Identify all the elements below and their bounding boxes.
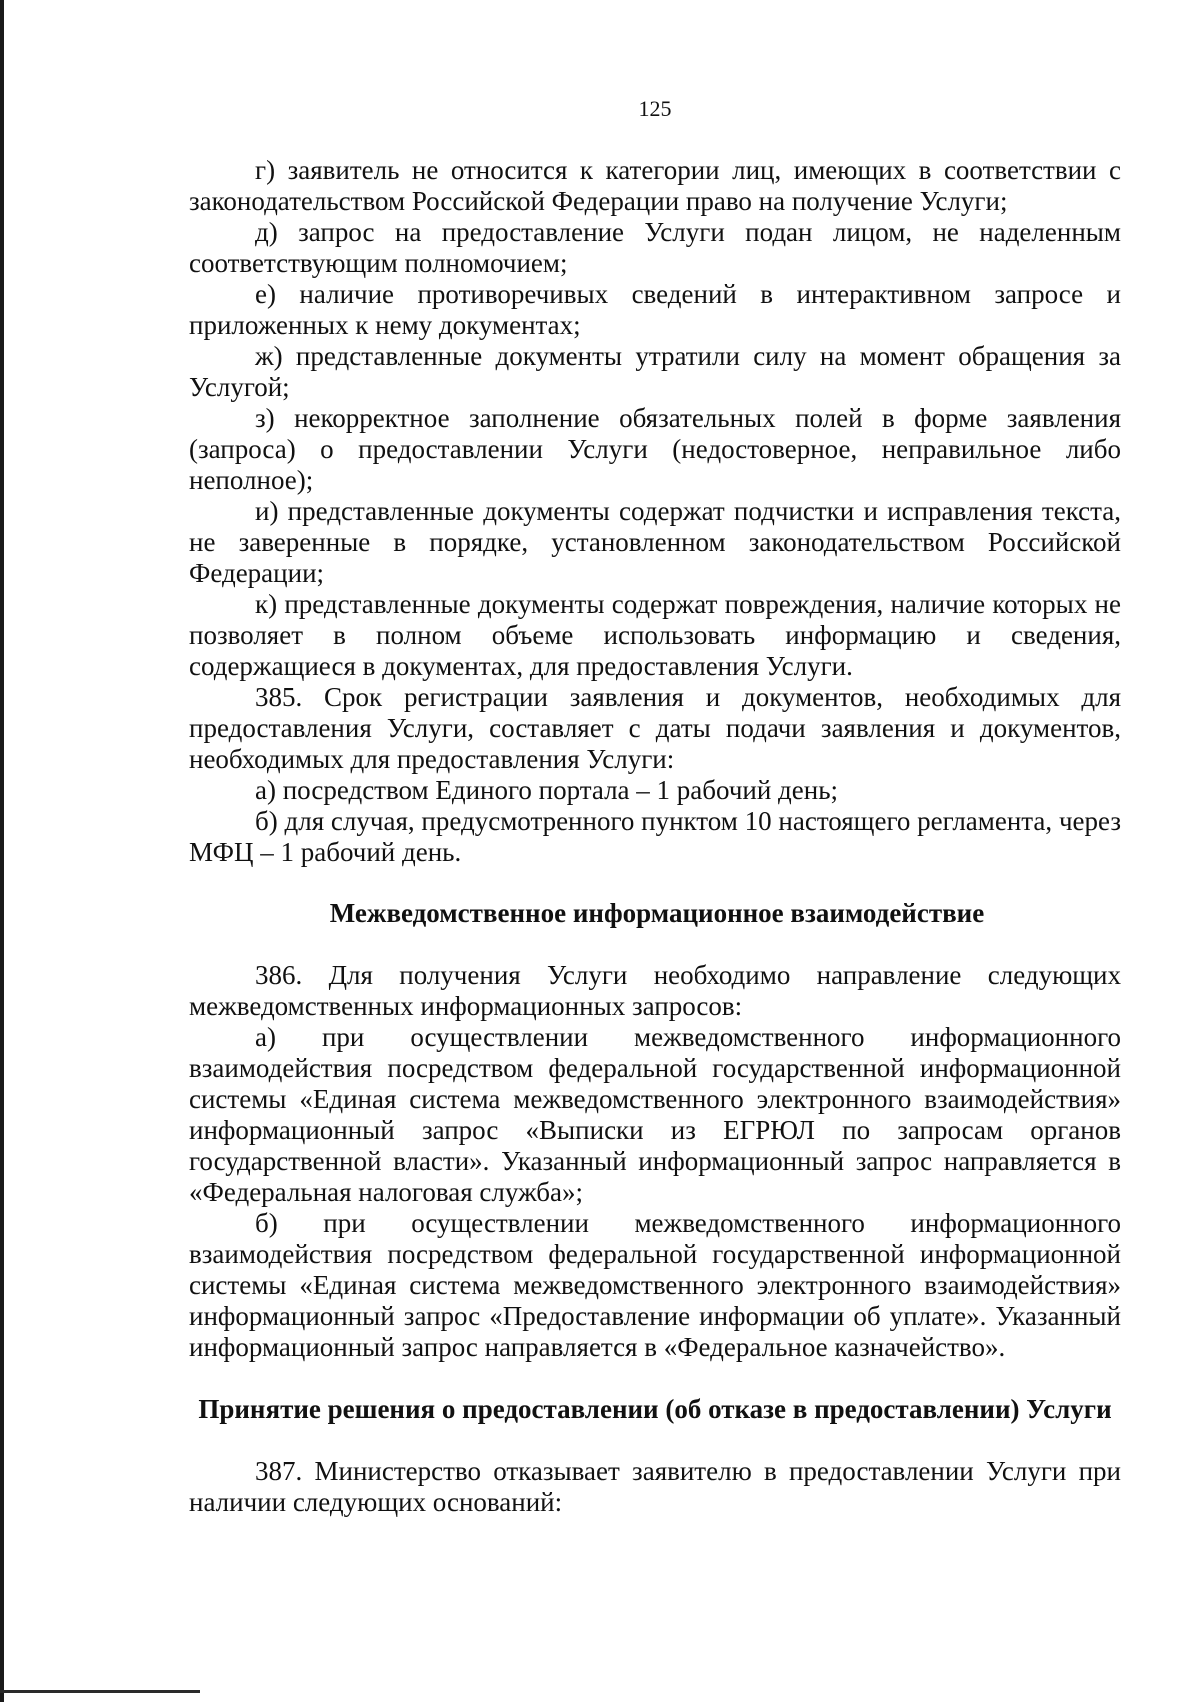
scan-border-bottom xyxy=(0,1690,200,1693)
list-item-z: з) некорректное заполнение обязательных полей в форме заявления (запроса) о предоставлении Услуги (недостоверное, неправильное либо неполное); xyxy=(189,403,1121,495)
list-item-e: е) наличие противоречивых сведений в интерактивном запросе и приложенных к нему документах; xyxy=(189,279,1121,340)
clause-386-item-b: б) при осуществлении межведомственного информационного взаимодействия посредством федеральной государственной информационной системы «Единая система межведомственного электронного взаимодействия» информационный запрос «Предоставление информации об уплате». Указанный информационный запрос направляется в «Федеральное казначейство». xyxy=(189,1208,1121,1362)
section-heading-decision: Принятие решения о предоставлении (об отказе в предоставлении) Услуги xyxy=(198,1394,1112,1424)
list-item-k: к) представленные документы содержат повреждения, наличие которых не позволяет в полном объеме использовать информацию и сведения, содержащиеся в документах, для предоставления Услуги. xyxy=(189,589,1121,681)
clause-386: 386. Для получения Услуги необходимо направление следующих межведомственных информационных запросов: xyxy=(189,960,1121,1021)
document-body xyxy=(189,155,1121,1518)
list-item-zh: ж) представленные документы утратили силу на момент обращения за Услугой; xyxy=(189,341,1121,402)
list-item-g: г) заявитель не относится к категории лиц, имеющих в соответствии с законодательством Российской Федерации право на получение Услуги; xyxy=(189,155,1121,216)
clause-387: 387. Министерство отказывает заявителю в предоставлении Услуги при наличии следующих оснований: xyxy=(189,1456,1121,1517)
clause-385: 385. Срок регистрации заявления и документов, необходимых для предоставления Услуги, составляет с даты подачи заявления и документов, необходимых для предоставления Услуги: xyxy=(189,682,1121,774)
clause-385-item-a: а) посредством Единого портала – 1 рабочий день; xyxy=(255,775,839,805)
page-number: 125 xyxy=(638,96,672,121)
list-item-d: д) запрос на предоставление Услуги подан лицом, не наделенным соответствующим полномочием; xyxy=(189,217,1121,278)
section-heading-interagency: Межведомственное информационное взаимодействие xyxy=(329,898,985,928)
list-item-i: и) представленные документы содержат подчистки и исправления текста, не заверенные в порядке, установленном законодательством Российской Федерации; xyxy=(189,496,1121,588)
clause-386-item-a: а) при осуществлении межведомственного информационного взаимодействия посредством федеральной государственной информационной системы «Единая система межведомственного электронного взаимодействия» информационный запрос «Выписки из ЕГРЮЛ по запросам органов государственной власти». Указанный информационный запрос направляется в «Федеральная налоговая служба»; xyxy=(189,1022,1121,1207)
clause-385-item-b: б) для случая, предусмотренного пунктом 10 настоящего регламента, через МФЦ – 1 рабочий день. xyxy=(189,806,1121,867)
scan-border-left xyxy=(0,0,4,1702)
